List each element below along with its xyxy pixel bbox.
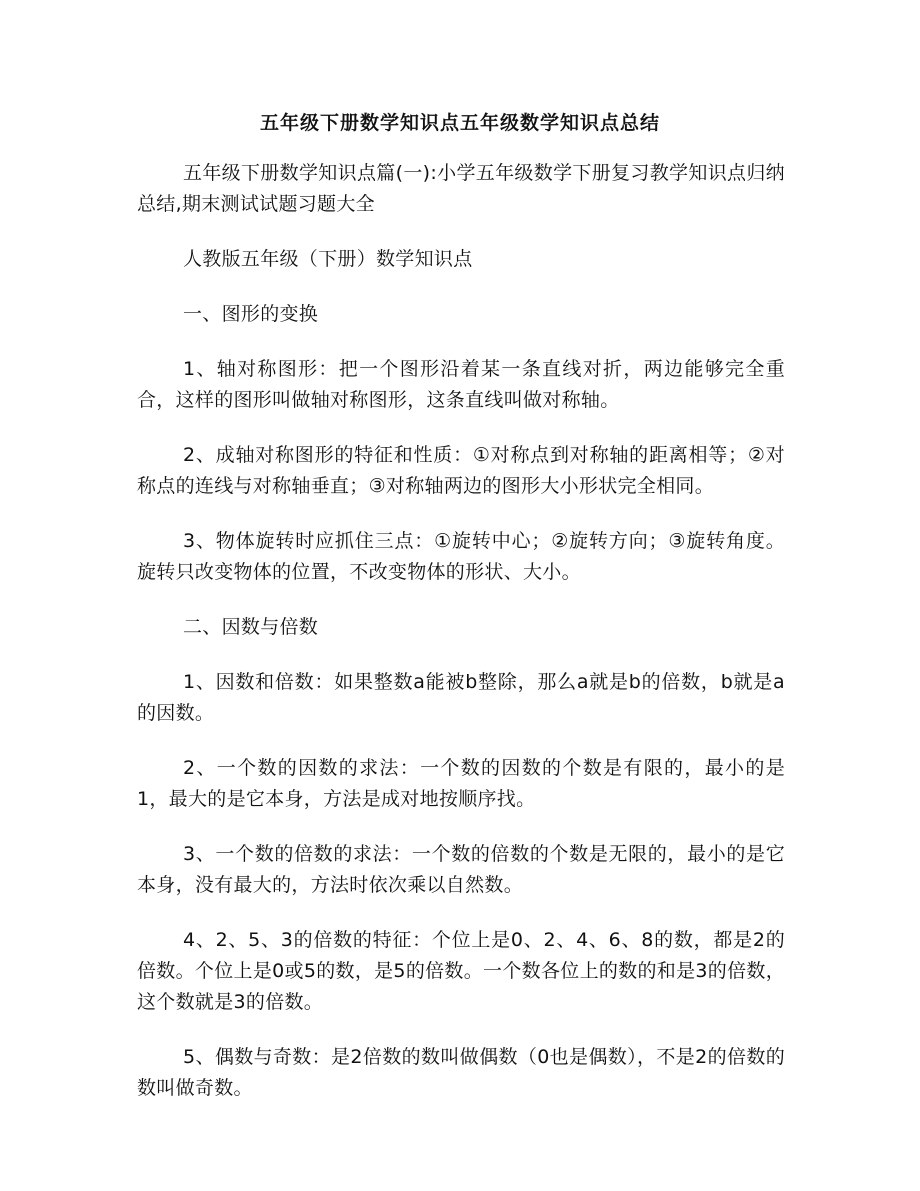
paragraph-subtitle: 人教版五年级（下册）数学知识点 [183,248,473,270]
paragraph-item: 3、物体旋转时应抓住三点：①旋转中心；②旋转方向；③旋转角度。旋转只改变物体的位置，不改变物体的形状、大小。 [137,530,785,583]
document-title: 五年级下册数学知识点五年级数学知识点总结 [259,112,660,134]
section-heading-transform: 一、图形的变换 [183,303,319,325]
paragraph-item: 3、一个数的倍数的求法：一个数的倍数的个数是无限的，最小的是它本身，没有最大的，方法时依次乘以自然数。 [137,843,785,896]
paragraph-item: 4、2、5、3的倍数的特征：个位上是0、2、4、6、8的数，都是2的倍数。个位上是0或5的数，是5的倍数。一个数各位上的数的和是3的倍数，这个数就是3的倍数。 [137,929,785,1013]
document-body [137,158,785,1128]
paragraph-item: 2、成轴对称图形的特征和性质：①对称点到对称轴的距离相等；②对称点的连线与对称轴垂直；③对称轴两边的图形大小形状完全相同。 [137,444,785,497]
paragraph-intro: 五年级下册数学知识点篇(一):小学五年级数学下册复习教学知识点归纳总结,期末测试试题习题大全 [137,162,785,215]
paragraph-item: 2、一个数的因数的求法：一个数的因数的个数是有限的，最小的是1，最大的是它本身，方法是成对地按顺序找。 [137,757,785,810]
section-heading-factors: 二、因数与倍数 [183,616,319,638]
paragraph-item: 1、因数和倍数：如果整数a能被b整除，那么a就是b的倍数，b就是a的因数。 [137,671,785,724]
paragraph-item: 5、偶数与奇数：是2倍数的数叫做偶数（0也是偶数），不是2的倍数的数叫做奇数。 [137,1046,785,1099]
paragraph-item: 1、轴对称图形：把一个图形沿着某一条直线对折，两边能够完全重合，这样的图形叫做轴对称图形，这条直线叫做对称轴。 [137,358,785,411]
